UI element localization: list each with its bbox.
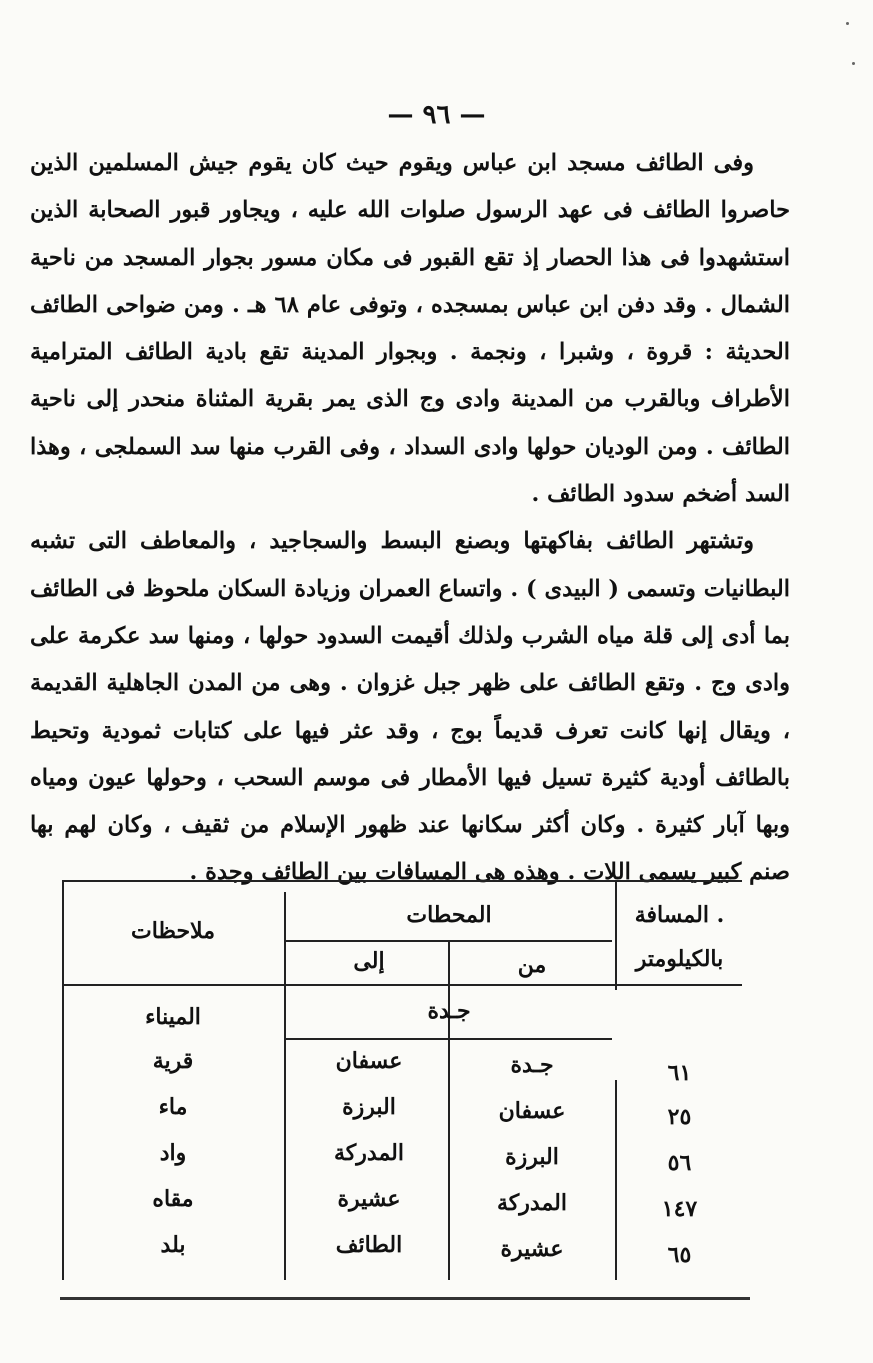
header-distance-line1: . المسافة bbox=[634, 902, 725, 928]
header-distance-line2: بالكيلومتر bbox=[635, 946, 724, 972]
paper-speck bbox=[846, 22, 849, 25]
row-distance: ٢٥ bbox=[667, 1104, 692, 1130]
row-from: البرزة bbox=[505, 1144, 559, 1170]
row-distance: ٦١ bbox=[667, 1060, 692, 1086]
row-note: مقاه bbox=[152, 1186, 194, 1212]
start-note: الميناء bbox=[145, 1004, 201, 1030]
row-note: بلد bbox=[160, 1232, 186, 1258]
row-note: قرية bbox=[152, 1048, 194, 1074]
page-number: — ٩٦ — bbox=[387, 100, 486, 130]
row-note: واد bbox=[159, 1140, 187, 1166]
header-stations: المحطات bbox=[406, 902, 492, 928]
row-from: المدركة bbox=[497, 1190, 567, 1216]
row-from: عشيرة bbox=[500, 1236, 564, 1262]
table-stations-rule bbox=[286, 940, 612, 942]
table-divider-distance bbox=[615, 880, 617, 990]
body-text bbox=[30, 140, 790, 897]
row-from: جـدة bbox=[510, 1052, 554, 1078]
row-to: عشيرة bbox=[337, 1186, 401, 1212]
row-distance: ٥٦ bbox=[667, 1150, 692, 1176]
row-distance: ١٤٧ bbox=[661, 1196, 698, 1222]
row-to: المدركة bbox=[334, 1140, 404, 1166]
row-to: البرزة bbox=[342, 1094, 396, 1120]
header-notes: ملاحظات bbox=[131, 918, 215, 944]
row-from: عسفان bbox=[498, 1098, 566, 1124]
start-station: جـدة bbox=[427, 998, 471, 1024]
row-to: الطائف bbox=[335, 1232, 403, 1258]
row-to: عسفان bbox=[335, 1048, 403, 1074]
distance-table bbox=[62, 880, 742, 1295]
table-top-rule bbox=[62, 880, 742, 882]
header-to: إلى bbox=[353, 948, 385, 974]
paper-speck bbox=[852, 62, 855, 65]
paragraph-1: وفى الطائف مسجد ابن عباس ويقوم حيث كان يقوم جيش المسلمين الذين حاصروا الطائف فى عهد الرسول صلوات الله عليه ، ويجاور قبور الصحابة الذين استشهدوا فى هذا الحصار إذ تقع القبور فى مكان مسور بجوار المسجد من ناحية الشمال . وقد دفن ابن عباس بمسجده ، وتوفى عام ٦٨ هـ . ومن ضواحى الطائف الحديثة : قروة ، وشبرا ، ونجمة . وبجوار المدينة تقع بادية الطائف المترامية الأطراف وبالقرب من المدينة وادى وج الذى يمر بقرية المثناة منحدر إلى ناحية الطائف . ومن الوديان حولها وادى السداد ، وفى القرب منها سد السملجى ، وهذا السد أضخم سدود الطائف . bbox=[30, 150, 791, 508]
table-divider-notes bbox=[284, 892, 286, 1280]
table-header-rule bbox=[62, 984, 742, 986]
row-distance: ٦٥ bbox=[667, 1242, 692, 1268]
row-note: ماء bbox=[158, 1094, 188, 1120]
paragraph-2: وتشتهر الطائف بفاكهتها وبصنع البسط والسجاجيد ، والمعاطف التى تشبه البطانيات وتسمى ( البيدى ) . واتساع العمران وزيادة السكان ملحوظ فى الطائف بما أدى إلى قلة مياه الشرب ولذلك أقيمت السدود حولها ، ومنها سد عكرمة على وادى وج . وتقع الطائف على ظهر جبل غزوان . وهى من المدن الجاهلية القديمة ، ويقال إنها كانت تعرف قديماً بوج ، وقد عثر فيها على كتابات ثمودية وتحيط بالطائف أودية كثيرة تسيل فيها الأمطار فى موسم السحب ، وحولها عيون ومياه وبها آبار كثيرة . وكان أكثر سكانها عند ظهور الإسلام من ثقيف ، وكان لهم بها صنم كبير يسمى اللات . وهذه هى المسافات بين الطائف وجدة . bbox=[30, 528, 790, 886]
table-bottom-rule bbox=[60, 1297, 750, 1300]
table-start-rule bbox=[286, 1038, 612, 1040]
header-from: من bbox=[517, 952, 547, 978]
